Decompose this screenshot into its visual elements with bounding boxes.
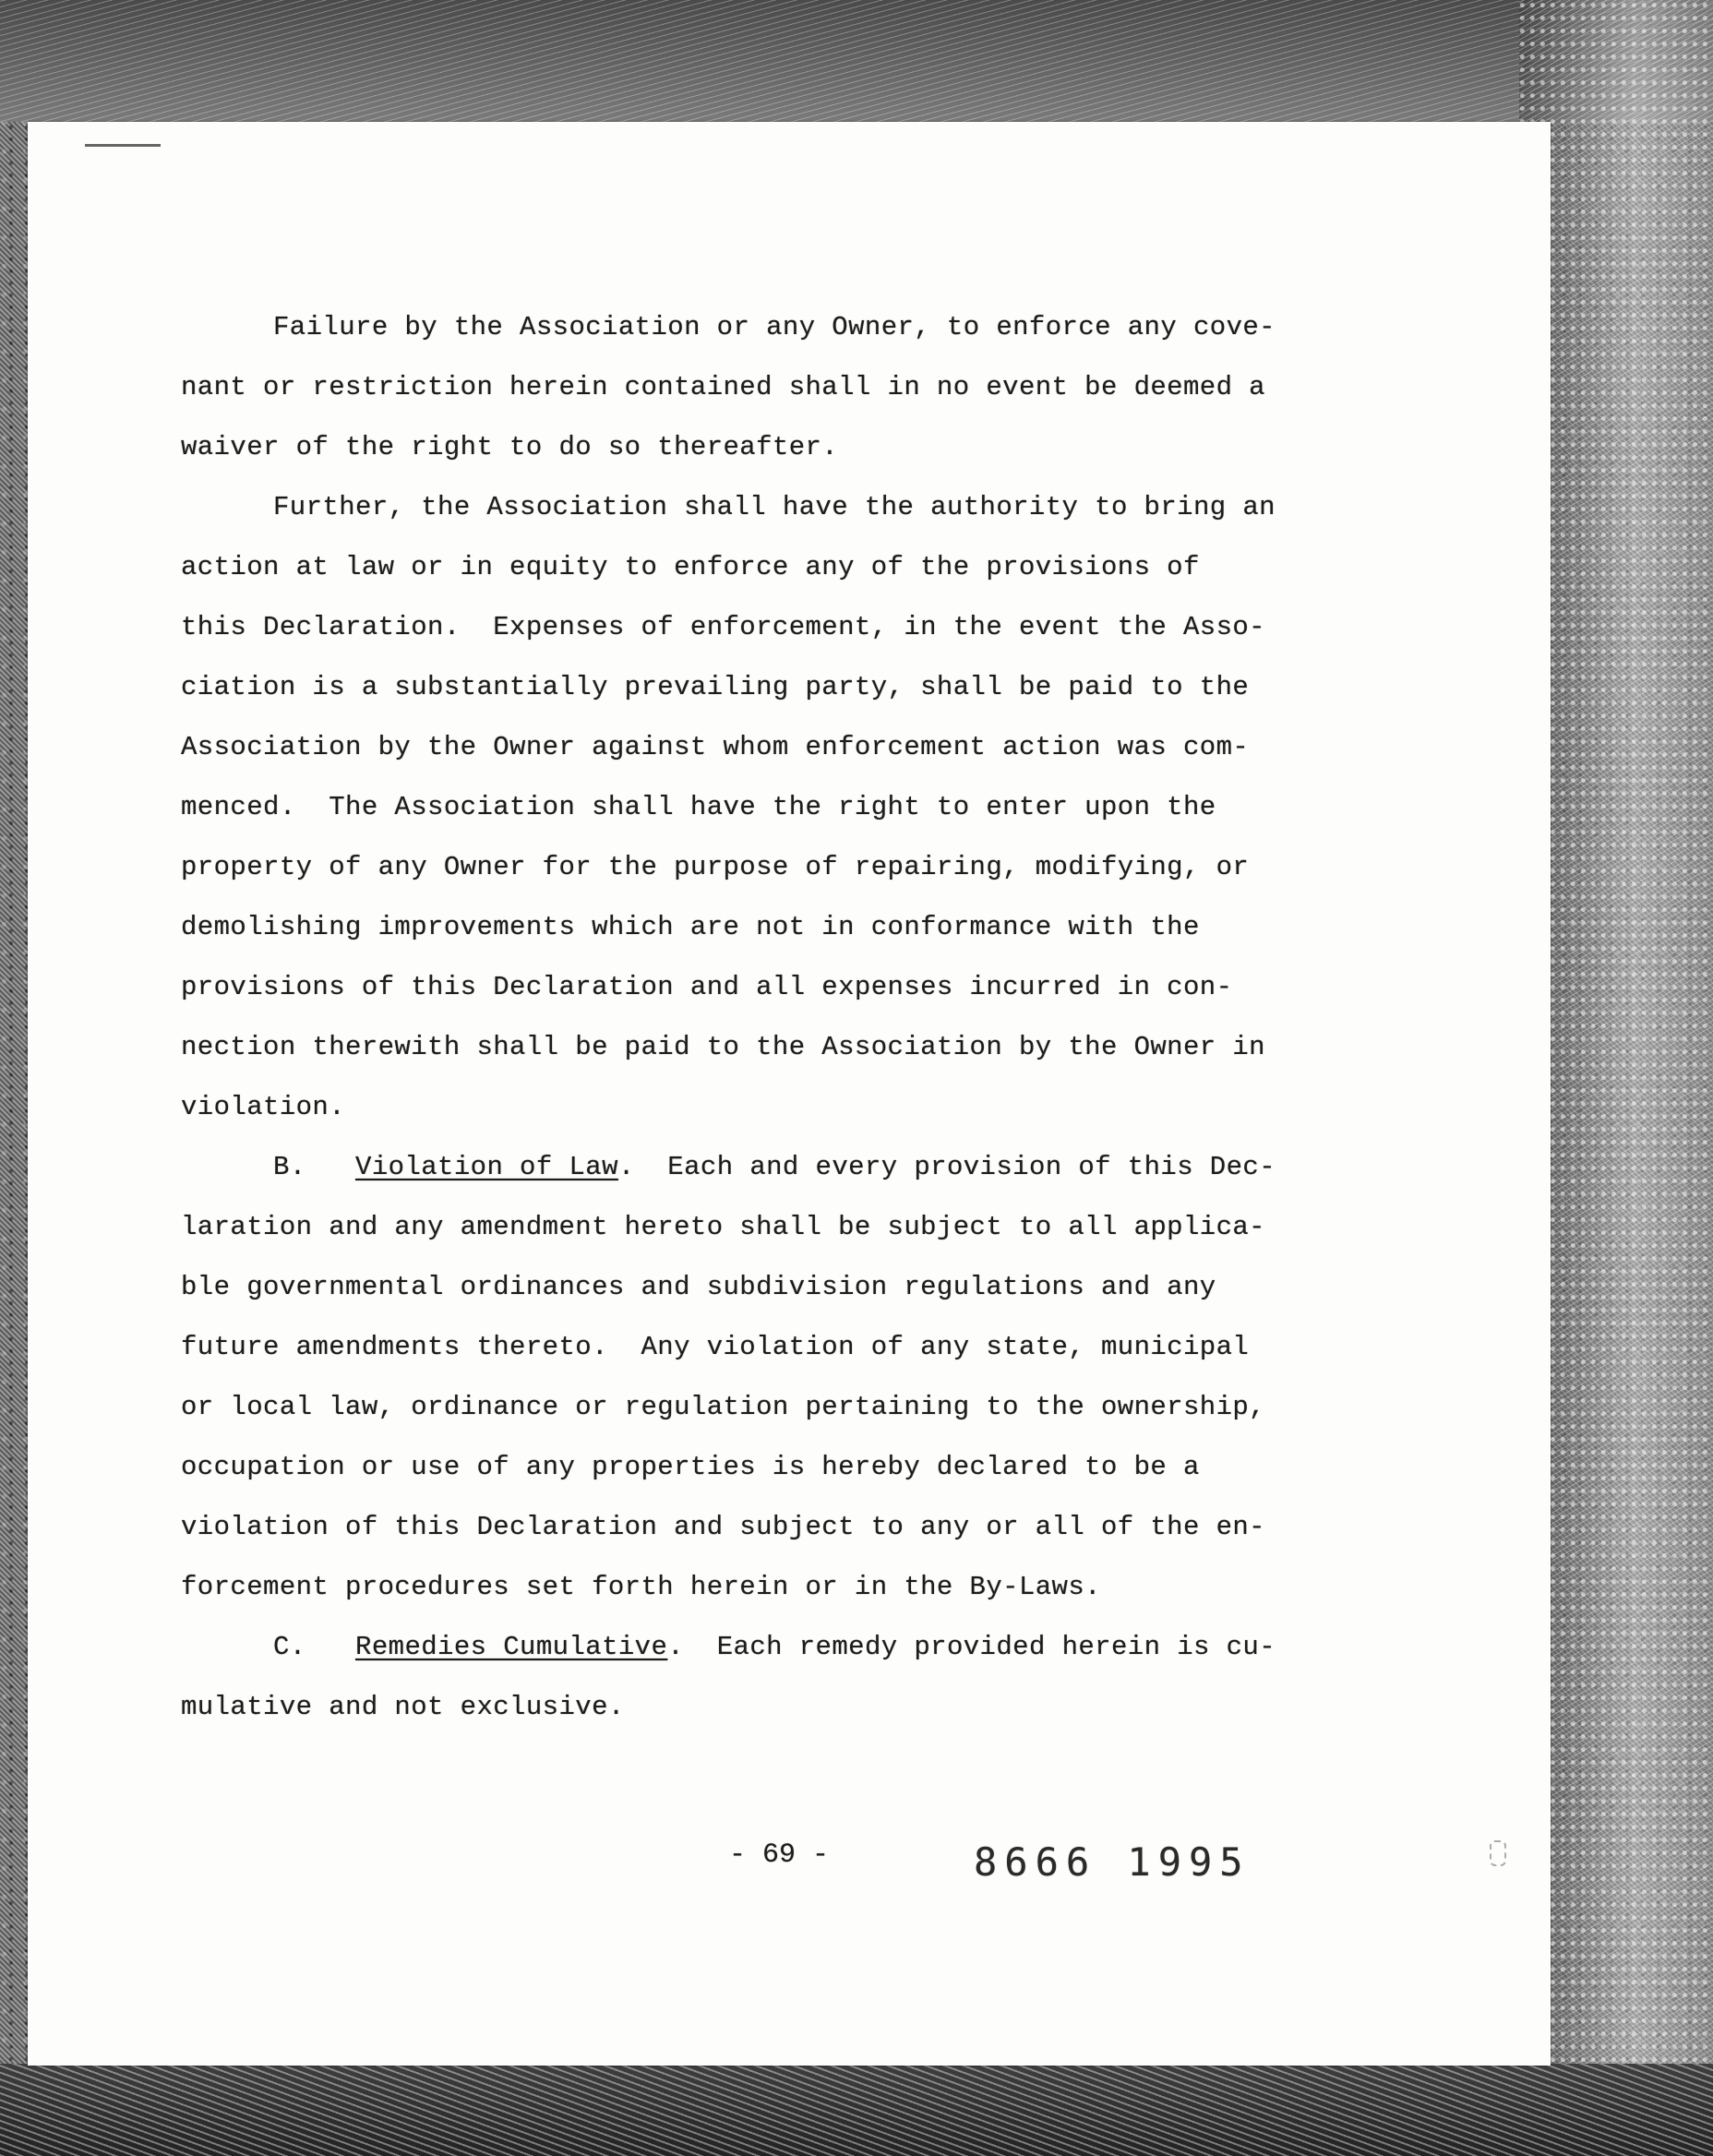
paragraph-line: ble governmental ordinances and subdivision regulations and any	[181, 1272, 1216, 1302]
paragraph-line: menced. The Association shall have the right to enter upon the	[181, 792, 1216, 822]
paragraph-line: laration and any amendment hereto shall be subject to all applica-	[181, 1212, 1265, 1242]
paragraph-line: or local law, ordinance or regulation pertaining to the ownership,	[181, 1392, 1265, 1422]
section-c-heading-end: .	[667, 1632, 685, 1662]
paragraph-line: future amendments thereto. Any violation of any state, municipal	[181, 1332, 1250, 1362]
page-number: - 69 -	[729, 1839, 830, 1871]
paragraph-line: action at law or in equity to enforce any of the provisions of	[181, 552, 1200, 582]
section-b-letter: B.	[273, 1152, 306, 1182]
paragraph-line: nection therewith shall be paid to the Association by the Owner in	[181, 1032, 1265, 1062]
paragraph-line: occupation or use of any properties is hereby declared to be a	[181, 1452, 1200, 1482]
paragraph-line: ciation is a substantially prevailing party, shall be paid to the	[181, 672, 1250, 702]
scan-border-bottom	[0, 2064, 1713, 2156]
paragraph-line: violation of this Declaration and subject to any or all of the en-	[181, 1512, 1265, 1542]
paragraph-line: waiver of the right to do so thereafter.	[181, 432, 839, 462]
section-b-heading-end: .	[617, 1152, 635, 1182]
recording-stamp-number: 8666 1995	[974, 1839, 1251, 1885]
section-b-first-line	[181, 1137, 1436, 1197]
paragraph-line: property of any Owner for the purpose of repairing, modifying, or	[181, 852, 1250, 882]
top-dash-mark	[85, 144, 161, 147]
paragraph-line: this Declaration. Expenses of enforcement, in the event the Asso-	[181, 612, 1265, 642]
paragraph-line: demolishing improvements which are not in conformance with the	[181, 912, 1200, 942]
paragraph-line: Failure by the Association or any Owner, to enforce any cove-	[273, 312, 1276, 342]
edge-smudge-mark	[1490, 1840, 1506, 1866]
paragraph-line: Association by the Owner against whom enforcement action was com-	[181, 732, 1250, 762]
section-c-first-text: Each remedy provided herein is cu-	[684, 1632, 1276, 1662]
section-c-letter: C.	[273, 1632, 306, 1662]
section-b-first-text: Each and every provision of this Dec-	[634, 1152, 1276, 1182]
section-b-heading: Violation of Law	[355, 1152, 618, 1182]
paragraph-line: forcement procedures set forth herein or in the By-Laws.	[181, 1572, 1101, 1602]
paragraph-line: nant or restriction herein contained shall in no event be deemed a	[181, 372, 1265, 402]
paragraph-line: mulative and not exclusive.	[181, 1692, 625, 1722]
paragraph-line: violation.	[181, 1092, 346, 1122]
paragraph-line: Further, the Association shall have the authority to bring an	[273, 492, 1276, 522]
section-c-first-line	[181, 1617, 1436, 1677]
section-c-heading: Remedies Cumulative	[355, 1632, 668, 1662]
paragraph-line: provisions of this Declaration and all expenses incurred in con-	[181, 972, 1233, 1002]
document-body	[181, 297, 1436, 1737]
scan-border-top	[0, 0, 1713, 122]
